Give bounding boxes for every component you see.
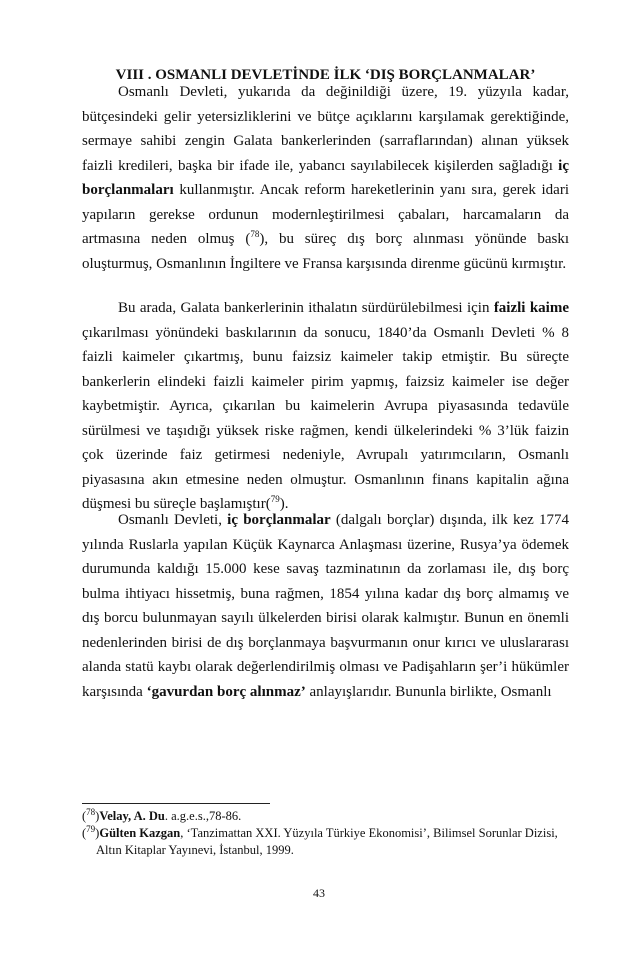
footnote-text-continued: Altın Kitaplar Yayınevi, İstanbul, 1999. [96,843,294,857]
footnote-number: 78 [86,806,96,817]
footnote-author: Velay, A. Du [99,809,165,823]
p2-text-1: Bu arada, Galata bankerlerinin ithalatın sürdürülebilmesi için [118,300,494,316]
footnote-open-paren: ( [82,826,87,840]
p1-text-1: Osmanlı Devleti, yukarıda da değinildiği üzere, 19. yüzyıla kadar, bütçesindeki gelir yetersizliklerini ve bütçe açıklarını karşılamak gerektiğinde, sermaye sahibi zengin Galata bankerlerinden (sarraflarından) alınan yüksek faizli kredileri, başka bir ifade ile, yabancı sayılabilecek kişilerden sağladığı [82,84,569,174]
p3-bold-quote: ‘gavurdan borç alınmaz’ [146,683,306,700]
paragraph-3 [82,508,569,704]
section-heading: VIII . OSMANLI DEVLETİNDE İLK ‘DIŞ BORÇLANMALAR’ [115,67,536,83]
footnote-ref-78[interactable]: 78 [250,229,260,239]
footnote-divider [82,803,270,804]
footnotes [82,808,569,859]
footnote-text: , ‘Tanzimattan XXI. Yüzyıla Türkiye Ekonomisi’, Bilimsel Sorunlar Dizisi, [180,826,558,840]
footnote-open-paren: ( [82,809,87,823]
p2-text-2: çıkarılması yönündeki baskılarının da sonucu, 1840’da Osmanlı Devleti % 8 faizli kaimeler çıkartmış, bunu faizsiz kaimeler takip etmiştir. Bu süreçte bankerlerin elindeki faizli kaimeler pirim yapmış, faizsiz kaimeler ise değer kaybetmiştir. Ayrıca, çıkarılan bu kaimelerin Avrupa piyasasında tedavüle sürülmesi ve taşıdığı yüksek riske rağmen, kendi ülkelerindeki % 3’lük faizin çok üzerinde faiz getirmesi nedeniyle, Avrupalı yatırımcıların, Osmanlı piyasasına akın etmesine neden olmuştur. Osmanlının finans kapitalin ağına düşmesi bu süreçle başlamıştır( [82,324,569,512]
paragraph-2 [82,296,569,517]
p1-text-2: kullanmıştır. Ancak reform hareketlerinin yanı sıra, gerek idari yapıların gerekse ordunun modernleştirilmesi çabaları, harcamaların da artmasına neden olmuş ( [82,182,569,247]
footnote-text: . a.g.e.s.,78-86. [164,809,242,823]
paragraph-1 [82,80,569,276]
p1-text-3: ), bu süreç dış borç alınması yönünde baskı oluşturmuş, Osmanlının İngiltere ve Fransa karşısında direnme gücünü kırmıştır. [82,231,569,272]
p3-bold-term: iç borçlanmalar [227,512,331,528]
p1-bold-term: iç borçlanmaları [82,157,569,198]
page-number: 43 [313,886,325,900]
footnote-close-paren: ) [95,809,100,823]
footnote-author: Gülten Kazgan [99,826,181,840]
footnote-78 [82,808,569,825]
p3-text-3: anlayışlarıdır. Bununla birlikte, Osmanlı [305,683,552,700]
p2-text-3: ). [279,496,289,512]
footnote-79 [82,825,569,859]
footnote-number: 79 [86,823,96,834]
footnote-ref-79[interactable]: 79 [270,494,280,504]
p3-text-2: (dalgalı borçlar) dışında, ilk kez 1774 yılında Ruslarla yapılan Küçük Kaynarca Anlaşması üzerine, Rusya’ya ödemek durumunda kaldığı 15.000 kese savaş tazminatının da zorlaması ile, dış borç bulma ihtiyacı hissetmiş, buna rağmen, 1854 yılına kadar dış borç almamış ve dış borcu bulunmayan sayılı ülkelerden birisi olarak kalmıştır. Bunun en önemli nedenlerinden birisi de dış borçlanmaya başvurmanın onur kırıcı ve uluslararası alanda statü kaybı olarak değerlendirilmiş olması ve Padişahların şer’i hükümler karşısında [82,512,569,700]
p3-text-1: Osmanlı Devleti, [118,512,228,528]
p2-bold-term: faizli kaime [493,300,569,316]
footnote-close-paren: ) [95,826,100,840]
